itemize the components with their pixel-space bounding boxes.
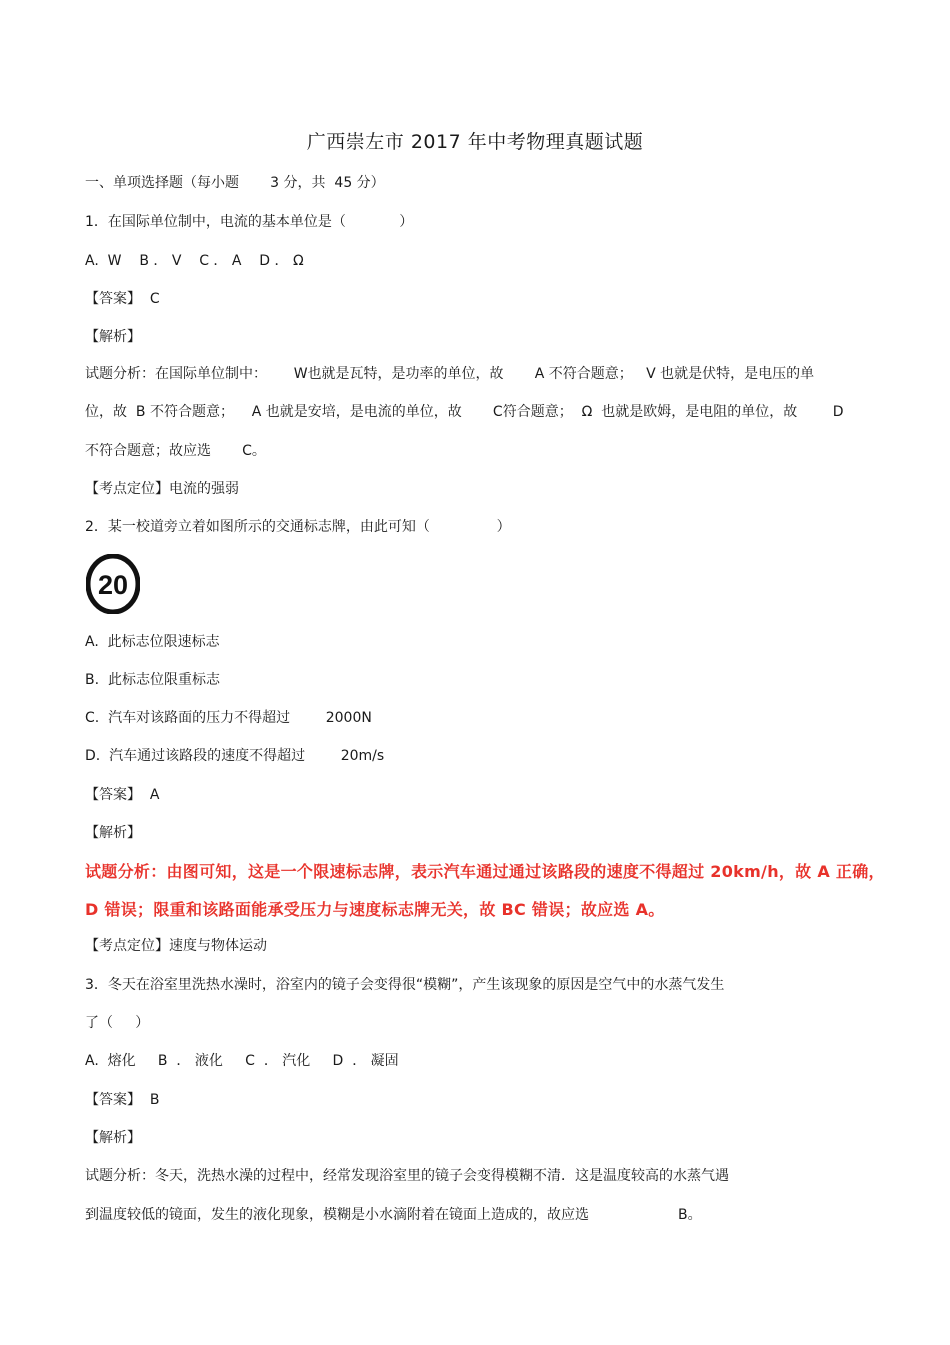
q2-analysis-label: 【解析】 (85, 825, 141, 841)
q2-stem: 2．某一校道旁立着如图所示的交通标志牌，由此可知（ ） (85, 519, 511, 535)
q2-answer: 【答案】 A (85, 787, 160, 803)
q2-option-c: C. 汽车对该路面的压力不得超过 2000N (85, 710, 372, 726)
q1-analysis-line: 位，故 B 不符合题意； A 也就是安培，是电流的单位，故 C符合题意； Ω 也就是欧姆，是电阻的单位，故 D (85, 404, 844, 420)
speed-limit-sign (86, 554, 140, 614)
q1-stem: 1．在国际单位制中，电流的基本单位是（ ） (85, 214, 414, 230)
q1-answer: 【答案】 C (85, 291, 160, 307)
q1-options: A. W B ． V C ． A D ． Ω (85, 253, 304, 269)
q2-option-b: B. 此标志位限重标志 (85, 672, 220, 688)
q1-analysis-line: 试题分析：在国际单位制中： W也就是瓦特，是功率的单位，故 A 不符合题意； V 也就是伏特，是电压的单 (85, 366, 815, 382)
q3-answer: 【答案】 B (85, 1092, 160, 1108)
q3-stem-line: 了（ ） (85, 1015, 150, 1031)
q2-analysis-line: 试题分析：由图可知，这是一个限速标志牌，表示汽车通过通过该路段的速度不得超过 20km/h，故 A 正确， (85, 862, 885, 881)
section-heading: 一、单项选择题（每小题 3 分，共 45 分） (85, 175, 385, 191)
q1-analysis-label: 【解析】 (85, 329, 141, 345)
q3-analysis-label: 【解析】 (85, 1130, 141, 1146)
q2-analysis-line: D 错误；限重和该路面能承受压力与速度标志牌无关，故 BC 错误；故应选 A。 (85, 900, 665, 919)
page-title: 广西崇左市 2017 年中考物理真题试题 (306, 131, 644, 153)
q3-analysis-line: 到温度较低的镜面，发生的液化现象，模糊是小水滴附着在镜面上造成的，故应选 B。 (85, 1207, 702, 1223)
q1-point: 【考点定位】电流的强弱 (85, 481, 239, 497)
speed-limit-value: 20 (97, 570, 129, 600)
q3-stem-line: 3．冬天在浴室里洗热水澡时，浴室内的镜子会变得很“模糊”，产生该现象的原因是空气中的水蒸气发生 (85, 977, 725, 993)
q2-option-d: D. 汽车通过该路段的速度不得超过 20m/s (85, 748, 385, 764)
q1-analysis-line: 不符合题意；故应选 C。 (85, 443, 266, 459)
q2-option-a: A. 此标志位限速标志 (85, 634, 220, 650)
q2-point: 【考点定位】速度与物体运动 (85, 938, 267, 954)
q3-options: A. 熔化 B ． 液化 C ． 汽化 D ． 凝固 (85, 1053, 399, 1069)
q3-analysis-line: 试题分析：冬天，洗热水澡的过程中，经常发现浴室里的镜子会变得模糊不清．这是温度较高的水蒸气遇 (85, 1168, 729, 1184)
